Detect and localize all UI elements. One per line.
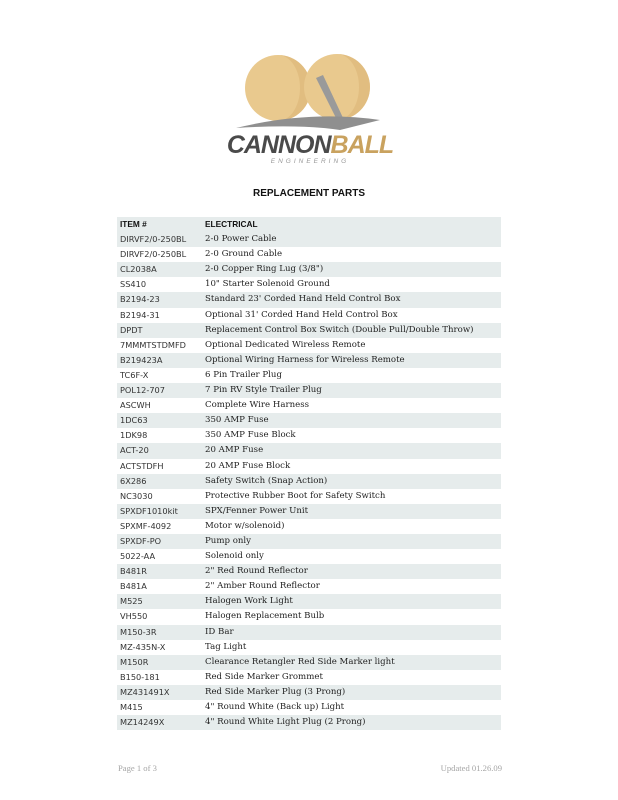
item-number-cell: B219423A bbox=[120, 354, 163, 365]
description-cell: Optional 31' Corded Hand Held Control Box bbox=[205, 309, 398, 320]
table-row bbox=[117, 609, 501, 624]
table-row bbox=[117, 534, 501, 549]
brand-dark-text: CANNON bbox=[226, 131, 331, 159]
table-row bbox=[117, 368, 501, 383]
description-cell: Pump only bbox=[205, 535, 252, 546]
description-cell: 2" Red Round Reflector bbox=[205, 566, 308, 577]
description-cell: Solenoid only bbox=[205, 551, 264, 562]
item-number-cell: TC6F-X bbox=[120, 369, 149, 380]
description-cell: 20 AMP Fuse Block bbox=[205, 460, 291, 471]
table-row bbox=[117, 277, 501, 292]
table-row bbox=[117, 519, 501, 534]
description-cell: 350 AMP Fuse bbox=[205, 415, 269, 426]
table-row bbox=[117, 549, 501, 564]
description-cell: Tag Light bbox=[205, 641, 247, 652]
item-number-cell: DPDT bbox=[120, 324, 143, 335]
table-row bbox=[117, 308, 501, 323]
item-number-cell: B481R bbox=[120, 566, 147, 577]
description-cell: 350 AMP Fuse Block bbox=[205, 430, 296, 441]
description-cell: 7 Pin RV Style Trailer Plug bbox=[205, 385, 322, 396]
description-cell: 10" Starter Solenoid Ground bbox=[205, 279, 330, 290]
description-cell: Motor w/solenoid) bbox=[205, 520, 285, 531]
description-cell: 2-0 Copper Ring Lug (3/8") bbox=[205, 264, 324, 275]
table-row bbox=[117, 700, 501, 715]
description-cell: Red Side Marker Grommet bbox=[205, 671, 323, 682]
table-row bbox=[117, 670, 501, 685]
item-number-cell: 5022-AA bbox=[120, 551, 156, 562]
item-number-cell: M150R bbox=[120, 656, 149, 667]
parts-table-body bbox=[117, 232, 501, 745]
item-number-cell: CL2038A bbox=[120, 264, 157, 275]
description-cell: 2-0 Ground Cable bbox=[205, 249, 283, 260]
table-row bbox=[117, 247, 501, 262]
table-row bbox=[117, 489, 501, 504]
table-row bbox=[117, 474, 501, 489]
item-number-cell: MZ14249X bbox=[120, 717, 165, 728]
item-number-cell: B2194-31 bbox=[120, 309, 160, 320]
table-row bbox=[117, 338, 501, 353]
table-row bbox=[117, 640, 501, 655]
item-number-cell: ACTSTDFH bbox=[120, 460, 164, 471]
description-cell: 2-0 Power Cable bbox=[205, 234, 277, 245]
table-row bbox=[117, 292, 501, 307]
table-row bbox=[117, 655, 501, 670]
table-row bbox=[117, 715, 501, 730]
item-number-cell: B2194-23 bbox=[120, 294, 160, 305]
item-number-cell: 1DC63 bbox=[120, 415, 148, 426]
table-row bbox=[117, 504, 501, 519]
description-cell: Clearance Retangler Red Side Marker light bbox=[205, 656, 395, 667]
table-row bbox=[117, 353, 501, 368]
item-number-cell: SPXMF-4092 bbox=[120, 520, 172, 531]
table-row bbox=[117, 262, 501, 277]
header-item: ITEM # bbox=[120, 219, 147, 229]
description-cell: Optional Wiring Harness for Wireless Remote bbox=[205, 354, 405, 365]
item-number-cell: M150-3R bbox=[120, 626, 157, 637]
table-row bbox=[117, 594, 501, 609]
updated-date: Updated 01.26.09 bbox=[440, 763, 502, 773]
item-number-cell: M525 bbox=[120, 596, 143, 607]
description-cell: Complete Wire Harness bbox=[205, 400, 310, 411]
description-cell: 4" Round White (Back up) Light bbox=[205, 702, 345, 712]
table-row bbox=[117, 413, 501, 428]
item-number-cell: DIRVF2/0-250BL bbox=[120, 234, 187, 245]
table-row bbox=[117, 383, 501, 398]
table-row bbox=[117, 323, 501, 338]
header-electrical: ELECTRICAL bbox=[205, 219, 258, 229]
item-number-cell: B481A bbox=[120, 581, 147, 592]
description-cell: ID Bar bbox=[205, 626, 234, 637]
item-number-cell: M415 bbox=[120, 702, 143, 712]
description-cell: 6 Pin Trailer Plug bbox=[205, 369, 282, 380]
brand-gold-text: BALL bbox=[330, 131, 394, 159]
description-cell: Halogen Replacement Bulb bbox=[205, 611, 325, 622]
page-number: Page 1 of 3 bbox=[118, 763, 157, 773]
table-row bbox=[117, 564, 501, 579]
description-cell: Protective Rubber Boot for Safety Switch bbox=[205, 490, 386, 501]
item-number-cell: ASCWH bbox=[120, 400, 151, 411]
item-number-cell: MZ431491X bbox=[120, 686, 170, 697]
item-number-cell: NC3030 bbox=[120, 490, 153, 501]
item-number-cell: 7MMMTSTDMFD bbox=[120, 339, 186, 350]
description-cell: Standard 23' Corded Hand Held Control Box bbox=[205, 294, 401, 305]
item-number-cell: SS410 bbox=[120, 279, 147, 290]
brand-subtitle: ENGINEERING bbox=[270, 158, 350, 165]
brand-wordmark bbox=[221, 131, 399, 159]
description-cell: Safety Switch (Snap Action) bbox=[205, 475, 328, 486]
item-number-cell: SPXDF1010kit bbox=[120, 505, 178, 516]
table-row bbox=[117, 730, 501, 745]
description-cell: 20 AMP Fuse bbox=[205, 445, 264, 456]
item-number-cell: SPXDF-PO bbox=[120, 535, 162, 546]
table-row bbox=[117, 579, 501, 594]
table-row bbox=[117, 685, 501, 700]
item-number-cell: 6X286 bbox=[120, 475, 147, 486]
table-row bbox=[117, 625, 501, 640]
item-number-cell: ACT-20 bbox=[120, 445, 149, 456]
item-number-cell: DIRVF2/0-250BL bbox=[120, 249, 187, 260]
table-row bbox=[117, 443, 501, 458]
item-number-cell: 1DK98 bbox=[120, 430, 148, 441]
document-title: REPLACEMENT PARTS bbox=[252, 188, 366, 199]
table-header-row bbox=[117, 217, 501, 232]
table-row bbox=[117, 398, 501, 413]
parts-table bbox=[117, 217, 501, 745]
description-cell: 2" Amber Round Reflector bbox=[205, 581, 320, 592]
table-row bbox=[117, 232, 501, 247]
item-number-cell bbox=[117, 730, 202, 745]
description-cell: SPX/Fenner Power Unit bbox=[205, 505, 309, 516]
item-number-cell: B150-181 bbox=[120, 671, 160, 682]
item-number-cell: POL12-707 bbox=[120, 385, 165, 396]
description-cell: 4" Round White Light Plug (2 Prong) bbox=[205, 717, 366, 728]
table-row bbox=[117, 428, 501, 443]
item-number-cell: VH550 bbox=[120, 611, 148, 622]
description-cell: Optional Dedicated Wireless Remote bbox=[205, 339, 366, 350]
description-cell: Halogen Work Light bbox=[205, 596, 293, 607]
description-cell: Replacement Control Box Switch (Double Pull/Double Throw) bbox=[205, 324, 474, 335]
item-number-cell: MZ-435N-X bbox=[120, 641, 166, 652]
description-cell: Red Side Marker Plug (3 Prong) bbox=[205, 686, 346, 697]
description-cell bbox=[202, 730, 501, 745]
table-row bbox=[117, 459, 501, 474]
